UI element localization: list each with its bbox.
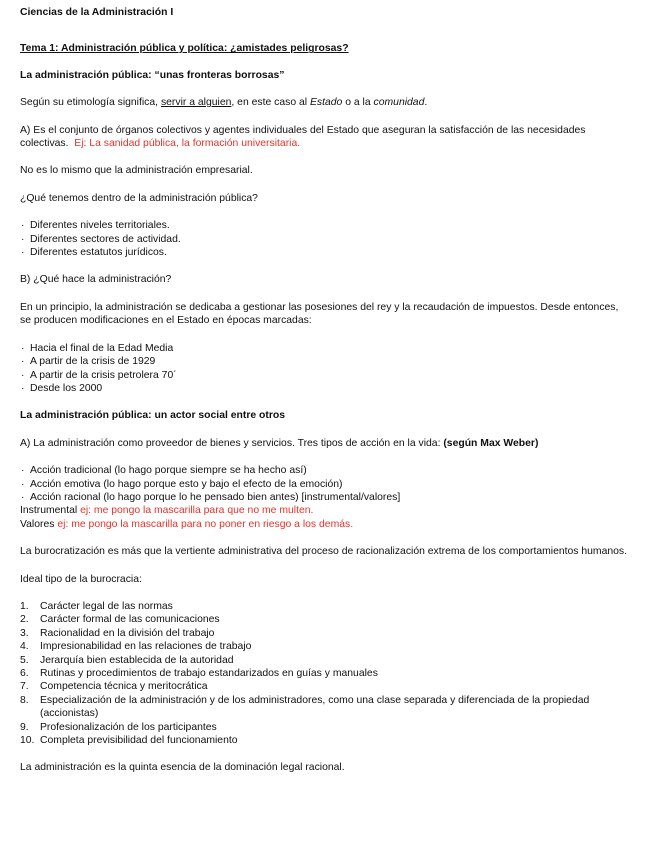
inside-list <box>20 219 630 259</box>
etymology-paragraph: Según su etimología significa, servir a alguien, en este caso al Estado o a la comunidad. <box>20 97 428 109</box>
list-item: · Hacia el final de la Edad Media <box>20 342 630 355</box>
question-b: B) ¿Qué hace la administración? <box>20 274 172 286</box>
not-same-note: No es lo mismo que la administración empresarial. <box>20 165 253 177</box>
actions-list <box>20 464 630 504</box>
section-title-actor: La administración pública: un actor social entre otros <box>20 410 286 422</box>
topic-title: Tema 1: Administración pública y política: ¿amistades peligrosas? <box>20 43 349 55</box>
section-title-fronteras: La administración pública: “unas fronteras borrosas” <box>20 69 285 81</box>
list-item: 9. Profesionalización de los participantes <box>20 721 217 733</box>
definition-a: A) Es el conjunto de órganos colectivos y agentes individuales del Estado que aseguran la satisfacción de las necesidades colectivas. Ej: La sanidad pública, la formación universitaria. <box>20 124 586 150</box>
list-item: · A partir de la crisis petrolera 70´ <box>20 369 630 382</box>
list-item: 6. Rutinas y procedimientos de trabajo estandarizados en guías y manuales <box>20 668 378 679</box>
question-inside: ¿Qué tenemos dentro de la administración pública? <box>20 192 258 204</box>
list-item: · Acción racional (lo hago porque lo he pensado bien antes) [instrumental/valores] <box>20 491 630 504</box>
eras-list <box>20 342 630 396</box>
list-item: 10. Completa previsibilidad del funcionamiento <box>20 735 238 747</box>
ideal-type-list <box>20 600 630 747</box>
list-item: · Desde los 2000 <box>20 382 630 395</box>
list-item: 1. Carácter legal de las normas <box>20 600 173 612</box>
weber-paragraph: A) La administración como proveedor de bienes y servicios. Tres tipos de acción en la vida: (según Max Weber) <box>20 437 539 449</box>
list-item: 2. Carácter formal de las comunicaciones <box>20 614 220 626</box>
definition-example: Ej: La sanidad pública, la formación universitaria. <box>74 138 301 150</box>
list-item: 4. Impresionabilidad en las relaciones de trabajo <box>20 641 252 653</box>
list-item: · A partir de la crisis de 1929 <box>20 355 630 368</box>
history-paragraph: En un principio, la administración se dedicaba a gestionar las posesiones del rey y la recaudación de impuestos. Desde entonces, se producen modificaciones en el Estado en épocas marcadas: <box>20 301 619 327</box>
instrumental-line: Instrumental ej: me pongo la mascarilla para que no me multen. <box>20 505 314 517</box>
list-item: 7. Competencia técnica y meritocrática <box>20 681 208 693</box>
closing-paragraph: La administración es la quinta esencia de la dominación legal racional. <box>20 762 345 774</box>
list-item: · Acción emotiva (lo hago porque esto y bajo el efecto de la emoción) <box>20 478 630 491</box>
list-item: · Acción tradicional (lo hago porque siempre se ha hecho así) <box>20 464 630 477</box>
ideal-type-heading: Ideal tipo de la burocracia: <box>20 573 142 585</box>
list-item: 5. Jerarquía bien establecida de la autoridad <box>20 654 234 666</box>
valores-line: Valores ej: me pongo la mascarilla para no poner en riesgo a los demás. <box>20 518 354 530</box>
list-item: · Diferentes sectores de actividad. <box>20 233 630 246</box>
bureaucratization-paragraph: La burocratización es más que la vertiente administrativa del proceso de racionalización extrema de los comportamientos humanos. <box>20 546 628 558</box>
list-item: · Diferentes estatutos jurídicos. <box>20 246 630 259</box>
document-header: Ciencias de la Administración I <box>20 7 174 18</box>
list-item: 8. Especialización de la administración y de los administradores, como una clase separada y diferenciada de la propiedad (accionistas) <box>20 694 590 720</box>
list-item: · Diferentes niveles territoriales. <box>20 219 630 232</box>
list-item: 3. Racionalidad en la división del trabajo <box>20 627 215 639</box>
